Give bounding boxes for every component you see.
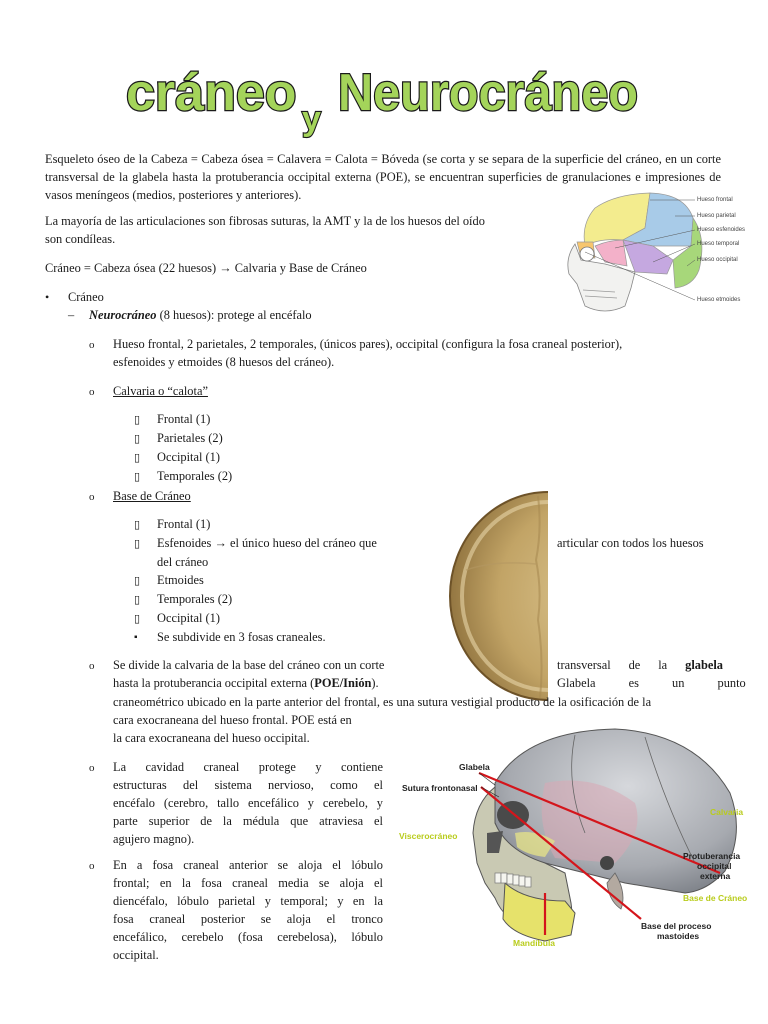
- skull-base-figure: [446, 490, 548, 702]
- fig3-label-poe-line1: Protuberancia: [683, 851, 741, 861]
- intro-paragraph-2-line2: son condíleas.: [45, 232, 116, 246]
- o5-line: agujero magno).: [113, 832, 195, 846]
- title-lettering: [0, 50, 768, 140]
- base-item: Occipital (1): [157, 611, 220, 625]
- o5-line: estructuras del sistema nervioso, como el: [113, 778, 383, 792]
- intro-paragraph-2-line1: La mayoría de las articulaciones son fibrosas suturas, la AMT y la de los huesos del oído: [45, 214, 485, 228]
- fig3-label-base-craneo: Base de Cráneo: [683, 893, 748, 903]
- dash-symbol: –: [68, 308, 75, 322]
- bullet-symbol: •: [45, 290, 50, 304]
- fig3-label-sutura-frontonasal: Sutura frontonasal: [402, 783, 478, 793]
- square-bullet: ▯: [134, 452, 141, 464]
- neurocraneo-desc: (8 huesos): protege al encéfalo: [156, 308, 312, 322]
- o4-line1-right-text: transversal de la: [557, 658, 686, 672]
- calvaria-heading: Calvaria o “calota”: [113, 384, 208, 398]
- fig1-label-temporal: Hueso temporal: [697, 241, 740, 247]
- o6-paragraph: [113, 856, 383, 964]
- base-craneo-heading: Base de Cráneo: [113, 489, 191, 503]
- circle-bullet: o: [89, 339, 95, 351]
- o6-line: fosa craneal posterior se aloja el tronco: [113, 912, 383, 926]
- o4-line1-left: Se divide la calvaria de la base del cráneo con un corte: [113, 658, 385, 672]
- base-item-esfenoides-cont: articular con todos los huesos: [557, 536, 704, 550]
- skull-base-illustration: [446, 490, 548, 702]
- circle-bullet: o: [89, 386, 95, 398]
- base-item-fosas: Se subdivide en 3 fosas craneales.: [157, 630, 326, 644]
- base-item-frontal: Frontal (1): [157, 517, 211, 531]
- fig3-label-glabela: Glabela: [459, 762, 490, 772]
- square-bullet: ▯: [134, 594, 141, 606]
- fig3-label-mandibula: Mandíbula: [513, 938, 556, 948]
- list-neurocraneo: [89, 306, 312, 324]
- o6-line: frontal; en la fosa craneal media se aloja el: [113, 876, 383, 890]
- fig1-label-esfenoides: Hueso esfenoides: [697, 227, 746, 233]
- square-bullet: ▯: [134, 433, 141, 445]
- page-title: [0, 50, 768, 140]
- o4-line1-right: [557, 656, 723, 674]
- base-item: Temporales (2): [157, 592, 233, 606]
- circle-bullet: o: [89, 762, 95, 774]
- o4-line3: craneométrico ubicado en la parte anterior del frontal, es una sutura vestigial producto de la osificación de la: [113, 695, 652, 709]
- o4-line4: cara exocraneana del hueso frontal. POE está en: [113, 713, 352, 727]
- calvaria-item: Parietales (2): [157, 431, 223, 445]
- circle-bullet: o: [89, 660, 95, 672]
- fig1-label-parietal: Hueso parietal: [697, 213, 736, 219]
- o5-line: La cavidad craneal protege y contiene: [113, 760, 383, 774]
- square-bullet: ▯: [134, 575, 141, 587]
- calvaria-item: Frontal (1): [157, 412, 211, 426]
- base-item-esfenoides: Esfenoides → el único hueso del cráneo que: [157, 536, 377, 550]
- title-connector: y: [302, 100, 321, 138]
- fig3-label-poe-line3: externa: [700, 871, 731, 881]
- square-bullet: ▯: [134, 613, 141, 625]
- circle-bullet: o: [89, 491, 95, 503]
- o4-line2-right: Glabela es un punto: [557, 676, 746, 690]
- square-bullet-black: ▪: [134, 632, 138, 643]
- o1-line1: Hueso frontal, 2 parietales, 2 temporales, (únicos pares), occipital (configura la fosa craneal posterior),: [113, 337, 623, 351]
- fig3-label-mastoides-line2: mastoides: [657, 931, 700, 941]
- o5-line: encéfalo (cerebro, tallo encefálico y cerebelo, y: [113, 796, 383, 810]
- neurocraneo-term: Neurocráneo: [89, 308, 157, 322]
- fig1-label-occipital: Hueso occipital: [697, 257, 738, 263]
- o4-line2-text: hasta la protuberancia occipital externa (: [113, 676, 315, 690]
- fig3-label-calvaria: Calvaria: [710, 807, 744, 817]
- square-bullet: ▯: [134, 414, 141, 426]
- skull-lateral-colored-figure: [555, 188, 765, 318]
- intro-paragraph-3: Cráneo = Cabeza ósea (22 huesos) → Calvaria y Base de Cráneo: [45, 261, 367, 275]
- circle-bullet: o: [89, 860, 95, 872]
- fig1-label-etmoides: Hueso etmoides: [697, 297, 741, 303]
- o6-line: encefálico, cerebelo (fosa cerebelosa), lóbulo: [113, 930, 383, 944]
- skull-anatomy-figure: [395, 723, 755, 953]
- poe-term: POE/Inión: [314, 676, 372, 690]
- fig1-label-frontal: Hueso frontal: [697, 197, 733, 203]
- calvaria-item: Temporales (2): [157, 469, 233, 483]
- o4-line2-left: [113, 674, 379, 692]
- o6-line: En a fosa craneal anterior se aloja el lóbulo: [113, 858, 383, 872]
- base-item-esfenoides-end: del cráneo: [157, 555, 209, 569]
- o1-line2: esfenoides y etmoides (8 huesos del cráneo).: [113, 355, 335, 369]
- o5-line: parte superior de la médula que atraviesa el: [113, 814, 383, 828]
- glabela-term: glabela: [685, 658, 723, 672]
- o5-paragraph: [113, 758, 383, 848]
- square-bullet: ▯: [134, 519, 141, 531]
- calvaria-item: Occipital (1): [157, 450, 220, 464]
- fig3-label-poe-line2: occipital: [697, 861, 732, 871]
- square-bullet: ▯: [134, 471, 141, 483]
- intro-paragraph-1: Esqueleto óseo de la Cabeza = Cabeza ósea = Calavera = Calota = Bóveda (se corta y se separa de la superficie del cráneo, en un corte transversal de la glabela hasta la protuberancia occipital externa (POE), se encuentran superficies de granulaciones e impresiones de vasos meníngeos (medios, posteriores y anteriores).: [45, 152, 721, 202]
- title-word-craneo: cráneo: [126, 64, 297, 122]
- o4-line5: la cara exocraneana del hueso occipital.: [113, 731, 310, 745]
- list-bullet-craneo: Cráneo: [68, 290, 104, 304]
- o4-line2-end: ).: [371, 676, 379, 690]
- title-word-neurocraneo: Neurocráneo: [338, 64, 638, 122]
- fig3-label-mastoides-line1: Base del proceso: [641, 921, 712, 931]
- base-item: Etmoides: [157, 573, 204, 587]
- fig3-label-viscerocraneo: Viscerocráneo: [399, 831, 458, 841]
- o6-line: occipital.: [113, 948, 159, 962]
- square-bullet: ▯: [134, 538, 141, 550]
- o6-line: diencéfalo, lóbulo parietal y temporal; y en la: [113, 894, 383, 908]
